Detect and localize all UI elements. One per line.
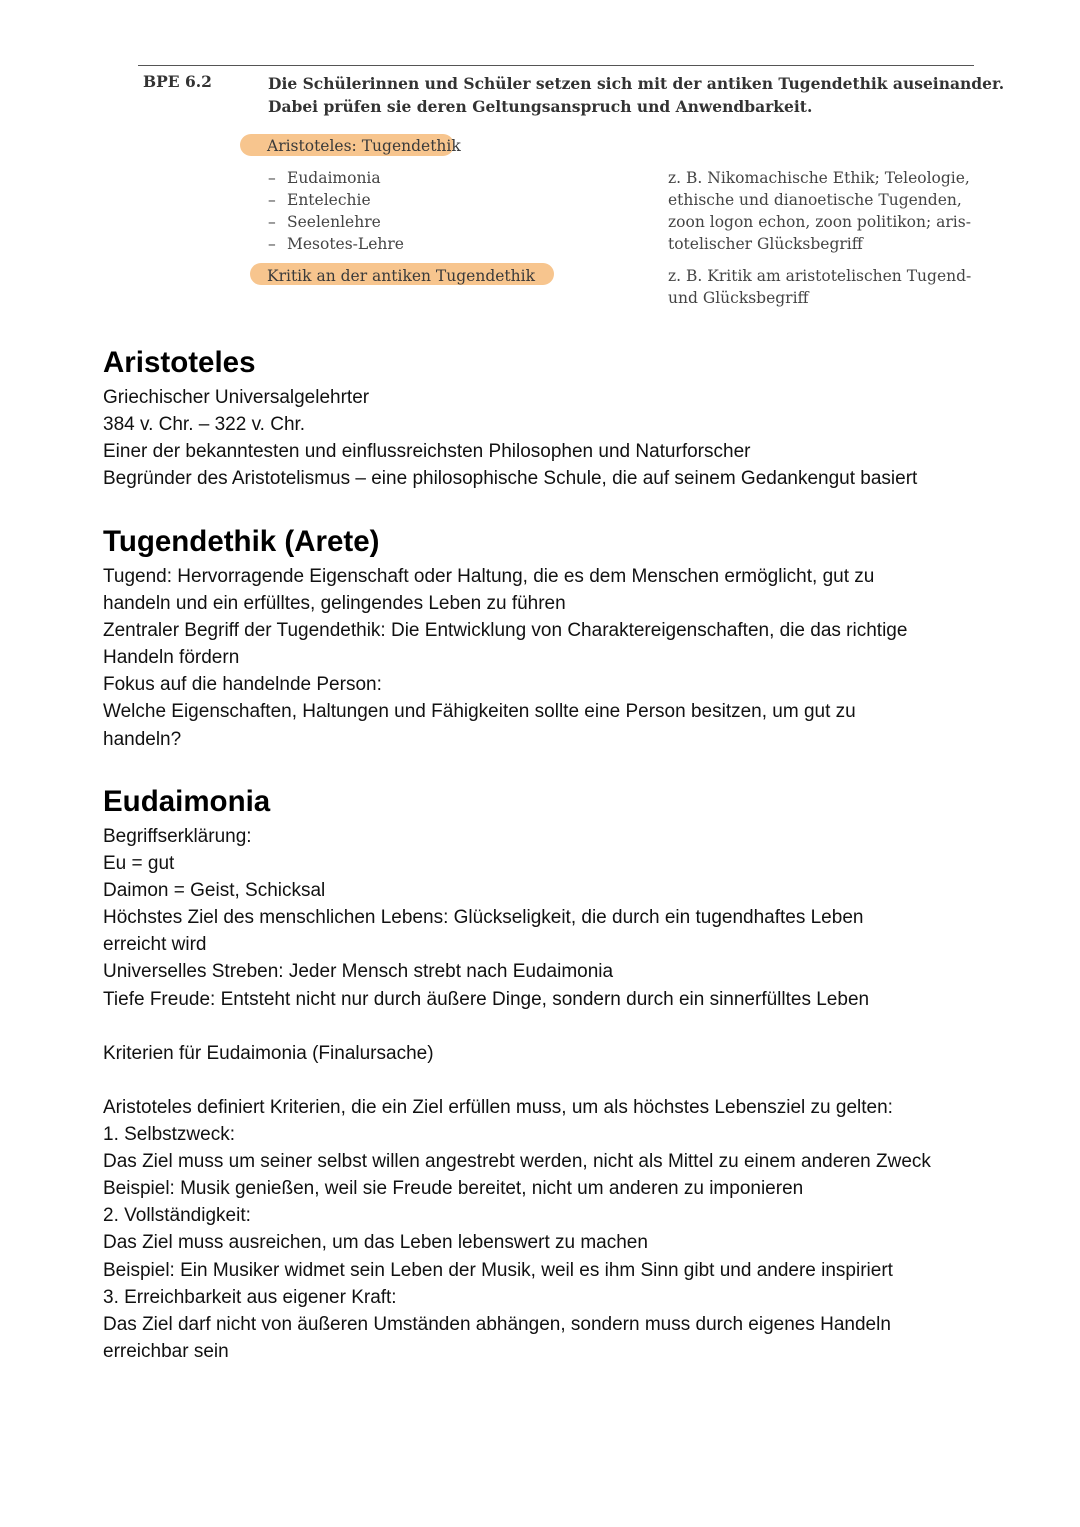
text-line: Tugend: Hervorragende Eigenschaft oder Haltung, die es dem Menschen ermöglicht, gut zu	[103, 566, 875, 587]
text-line: Universelles Streben: Jeder Mensch strebt nach Eudaimonia	[103, 961, 614, 983]
text-line: Das Ziel darf nicht von äußeren Umständen abhängen, sondern muss durch eigenes Handeln	[103, 1313, 891, 1335]
text-line: erreichbar sein	[103, 1340, 229, 1362]
text-line: 384 v. Chr. – 322 v. Chr.	[103, 414, 306, 436]
section-title: Tugendethik (Arete)	[103, 525, 380, 558]
text-line: handeln?	[103, 728, 182, 750]
text-line: handeln und ein erfülltes, gelingendes Leben zu führen	[103, 593, 566, 615]
topic-label-kritik: Kritik an der antiken Tugendethik	[267, 267, 535, 285]
topic-note-kritik	[668, 265, 974, 309]
section-title: Aristoteles	[103, 346, 256, 379]
section-aristoteles	[103, 342, 917, 492]
text-line: Handeln fördern	[103, 647, 240, 669]
note-line: zoon logon echon, zoon politikon; aris-	[668, 213, 971, 231]
text-line: erreicht wird	[103, 934, 207, 956]
text-line: Eu = gut	[103, 853, 175, 875]
note-line: z. B. Kritik am aristotelischen Tugend-	[668, 267, 972, 285]
curriculum-code: BPE 6.2	[143, 72, 212, 91]
text-line: Einer der bekanntesten und einflussreichsten Philosophen und Naturforscher	[103, 441, 751, 463]
note-line: ethische und dianoetische Tugenden,	[668, 191, 962, 209]
topic-list-item: – Mesotes-Lehre	[268, 235, 404, 253]
text-line: Griechischer Universalgelehrter	[103, 387, 370, 408]
section-title: Eudaimonia	[103, 785, 271, 818]
text-line: Tiefe Freude: Entsteht nicht nur durch äußere Dinge, sondern durch ein sinnerfülltes Leben	[103, 988, 870, 1010]
text-line: Das Ziel muss ausreichen, um das Leben lebenswert zu machen	[103, 1232, 648, 1254]
curriculum-description-line: Die Schülerinnen und Schüler setzen sich mit der antiken Tugendethik auseinander.	[268, 74, 1005, 93]
text-line: Zentraler Begriff der Tugendethik: Die Entwicklung von Charaktereigenschaften, die das richtige	[103, 620, 908, 642]
section-eudaimonia	[103, 781, 931, 1365]
criteria-heading: Kriterien für Eudaimonia (Finalursache)	[103, 1042, 434, 1064]
topic-list-item: – Eudaimonia	[268, 169, 381, 187]
curriculum-header	[138, 66, 1005, 128]
text-line: Welche Eigenschaften, Haltungen und Fähigkeiten sollte eine Person besitzen, um gut zu	[103, 701, 856, 723]
section-tugendethik	[103, 521, 907, 753]
text-line: Fokus auf die handelnde Person:	[103, 674, 382, 696]
note-line: z. B. Nikomachische Ethik; Teleologie,	[668, 169, 970, 187]
note-line: und Glücksbegriff	[668, 289, 809, 307]
text-line: Aristoteles definiert Kriterien, die ein Ziel erfüllen muss, um als höchstes Lebensziel zu gelten:	[103, 1096, 893, 1118]
text-line: 1. Selbstzweck:	[103, 1124, 235, 1146]
text-line: Begründer des Aristotelismus – eine philosophische Schule, die auf seinem Gedankengut basiert	[103, 468, 918, 490]
blank-line	[103, 1013, 931, 1040]
topic-list	[268, 167, 404, 255]
text-line: 3. Erreichbarkeit aus eigener Kraft:	[103, 1286, 397, 1308]
note-line: totelischer Glücksbegriff	[668, 235, 863, 253]
text-line: Daimon = Geist, Schicksal	[103, 880, 326, 902]
topic-list-item: – Entelechie	[268, 191, 371, 209]
text-line: Das Ziel muss um seiner selbst willen angestrebt werden, nicht als Mittel zu einem anderen Zweck	[103, 1151, 931, 1173]
text-line: Begriffserklärung:	[103, 826, 252, 847]
topic-note-aristoteles	[668, 167, 974, 255]
curriculum-description	[268, 72, 1005, 118]
text-line: Beispiel: Ein Musiker widmet sein Leben der Musik, weil es ihm Sinn gibt und andere inspiriert	[103, 1259, 893, 1281]
topic-list-item: – Seelenlehre	[268, 213, 381, 231]
text-line: Beispiel: Musik genießen, weil sie Freude bereitet, nicht um anderen zu imponieren	[103, 1178, 804, 1200]
text-line: 2. Vollständigkeit:	[103, 1205, 251, 1227]
curriculum-excerpt	[138, 65, 1005, 307]
text-line: Höchstes Ziel des menschlichen Lebens: Glückseligkeit, die durch ein tugendhaftes Leben	[103, 907, 864, 929]
curriculum-description-line: Dabei prüfen sie deren Geltungsanspruch und Anwendbarkeit.	[268, 97, 813, 116]
blank-line	[103, 1067, 931, 1094]
topic-label-aristoteles: Aristoteles: Tugendethik	[267, 137, 461, 155]
